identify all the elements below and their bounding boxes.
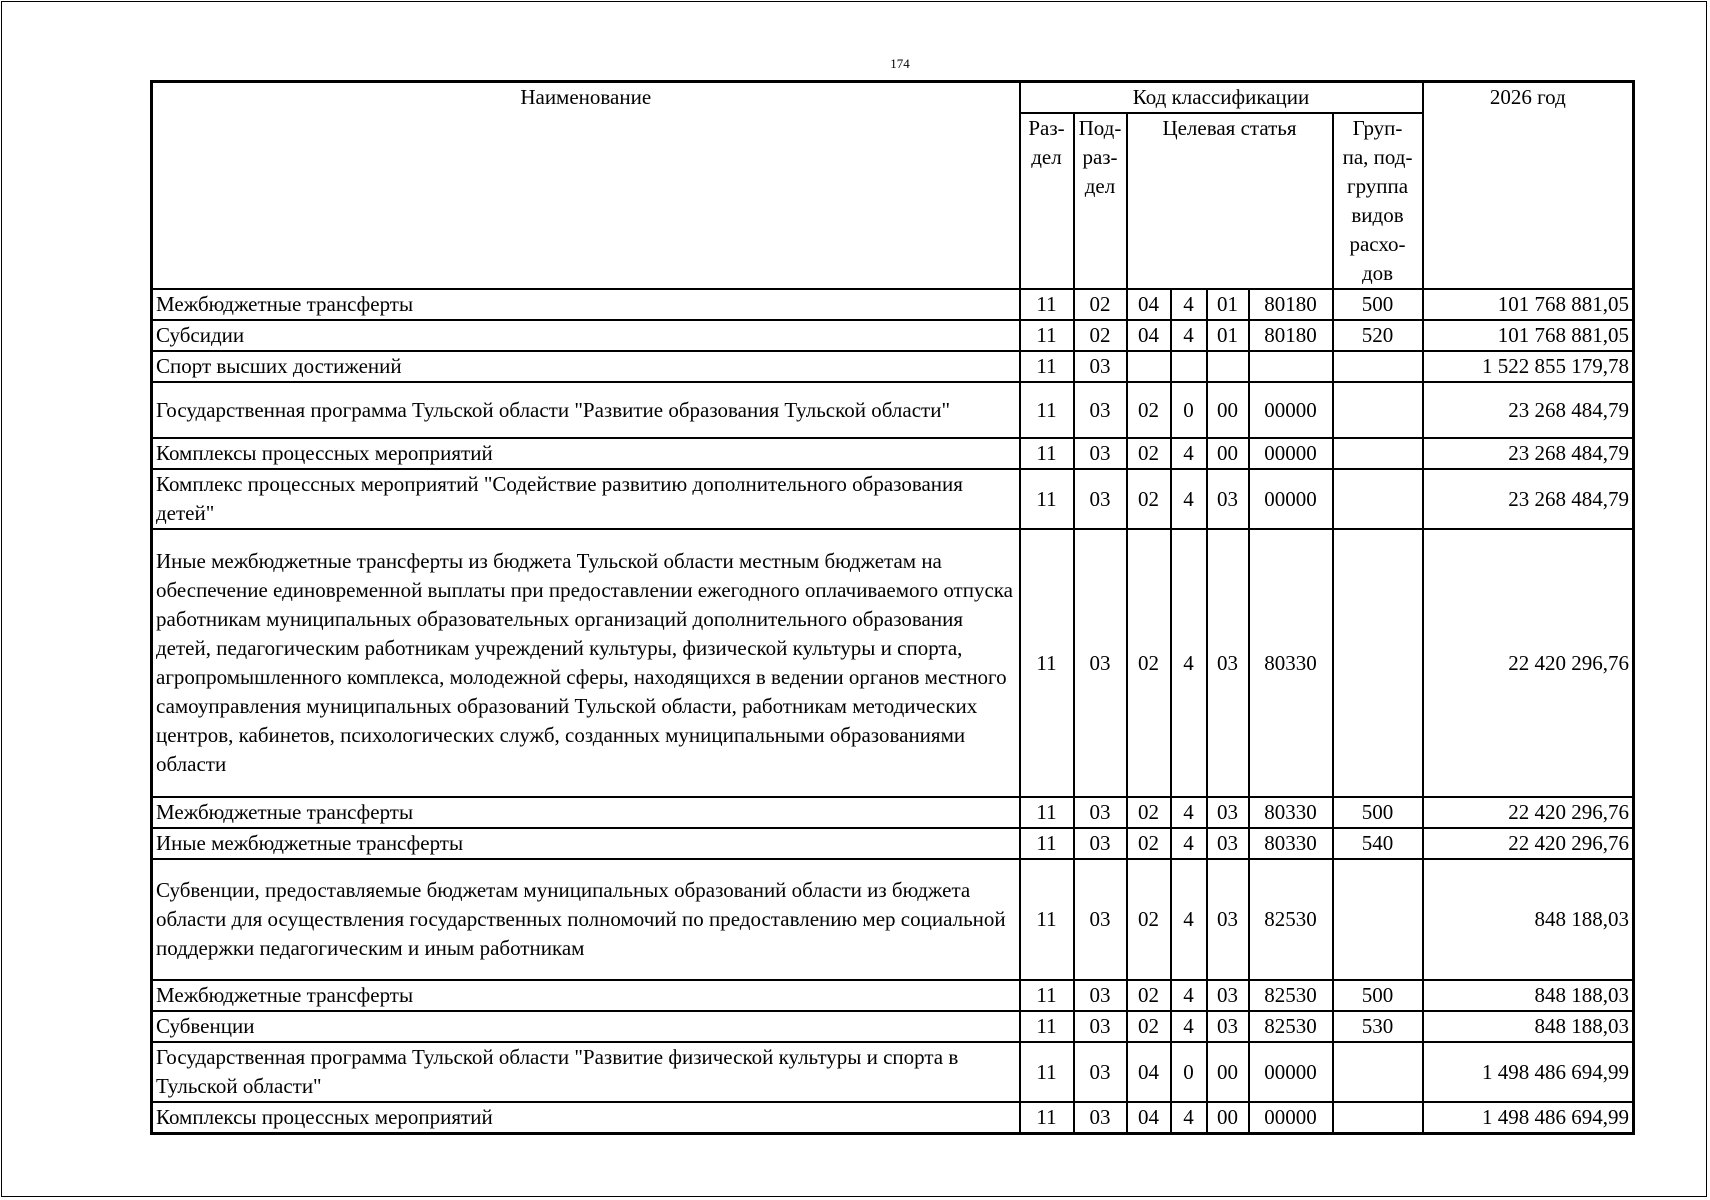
row-amount: 23 268 484,79 bbox=[1423, 469, 1634, 529]
row-name: Спорт высших достижений bbox=[152, 351, 1020, 382]
row-name: Субвенции, предоставляемые бюджетам муниципальных образований области из бюджета области для осуществления государственных полномочий по предоставлению мер социальной поддержки педагогическим и иным работникам bbox=[152, 859, 1020, 980]
row-subsection: 03 bbox=[1074, 859, 1127, 980]
row-target-complex: 00 bbox=[1207, 382, 1249, 438]
header-target-article: Целевая статья bbox=[1127, 113, 1333, 289]
row-target-type: 4 bbox=[1171, 1102, 1207, 1134]
table-row bbox=[152, 320, 1634, 351]
row-amount: 22 420 296,76 bbox=[1423, 797, 1634, 828]
row-target-complex: 01 bbox=[1207, 289, 1249, 320]
budget-table bbox=[150, 80, 1635, 1135]
row-subsection: 03 bbox=[1074, 469, 1127, 529]
row-expense-group bbox=[1333, 351, 1423, 382]
row-expense-group bbox=[1333, 1042, 1423, 1102]
row-target-complex: 03 bbox=[1207, 828, 1249, 859]
row-target-complex: 03 bbox=[1207, 1011, 1249, 1042]
row-subsection: 03 bbox=[1074, 529, 1127, 797]
table-row bbox=[152, 980, 1634, 1011]
row-target-direction: 80330 bbox=[1249, 529, 1333, 797]
row-target-program: 04 bbox=[1127, 289, 1171, 320]
row-expense-group bbox=[1333, 529, 1423, 797]
row-amount: 1 498 486 694,99 bbox=[1423, 1102, 1634, 1134]
row-target-direction: 00000 bbox=[1249, 469, 1333, 529]
row-target-direction: 82530 bbox=[1249, 1011, 1333, 1042]
row-section: 11 bbox=[1020, 351, 1074, 382]
table-row bbox=[152, 1011, 1634, 1042]
row-section: 11 bbox=[1020, 797, 1074, 828]
row-target-program: 04 bbox=[1127, 1042, 1171, 1102]
row-target-complex: 03 bbox=[1207, 469, 1249, 529]
row-name: Иные межбюджетные трансферты из бюджета Тульской области местным бюджетам на обеспечение единовременной выплаты при предоставлении ежегодного оплачиваемого отпуска работникам муниципальных образовательных организаций дополнительного образования детей, педагогическим работникам учреждений культуры, физической культуры и спорта, агропромышленного комплекса, молодежной сферы, находящихся в ведении органов местного самоуправления муниципальных образований Тульской области, работникам методических центров, кабинетов, психологических служб, созданных муниципальными образованиями области bbox=[152, 529, 1020, 797]
row-section: 11 bbox=[1020, 859, 1074, 980]
row-target-direction: 82530 bbox=[1249, 980, 1333, 1011]
row-subsection: 03 bbox=[1074, 1102, 1127, 1134]
row-target-type: 4 bbox=[1171, 438, 1207, 469]
row-name: Межбюджетные трансферты bbox=[152, 289, 1020, 320]
row-subsection: 03 bbox=[1074, 1011, 1127, 1042]
row-name: Субсидии bbox=[152, 320, 1020, 351]
row-expense-group: 500 bbox=[1333, 289, 1423, 320]
row-amount: 1 498 486 694,99 bbox=[1423, 1042, 1634, 1102]
row-section: 11 bbox=[1020, 289, 1074, 320]
row-target-program: 02 bbox=[1127, 438, 1171, 469]
table-row bbox=[152, 289, 1634, 320]
row-name: Комплекс процессных мероприятий "Содействие развитию дополнительного образования детей" bbox=[152, 469, 1020, 529]
header-classification-code: Код классификации bbox=[1020, 82, 1423, 114]
row-target-direction: 00000 bbox=[1249, 1102, 1333, 1134]
row-target-program: 02 bbox=[1127, 797, 1171, 828]
row-name: Комплексы процессных мероприятий bbox=[152, 1102, 1020, 1134]
row-target-program: 02 bbox=[1127, 1011, 1171, 1042]
row-section: 11 bbox=[1020, 828, 1074, 859]
table-row bbox=[152, 382, 1634, 438]
row-target-complex bbox=[1207, 351, 1249, 382]
row-target-type: 4 bbox=[1171, 320, 1207, 351]
row-target-direction: 80330 bbox=[1249, 797, 1333, 828]
row-expense-group bbox=[1333, 382, 1423, 438]
row-name: Государственная программа Тульской области "Развитие физической культуры и спорта в Тульской области" bbox=[152, 1042, 1020, 1102]
row-section: 11 bbox=[1020, 1042, 1074, 1102]
row-target-complex: 03 bbox=[1207, 980, 1249, 1011]
row-subsection: 03 bbox=[1074, 438, 1127, 469]
row-target-type: 4 bbox=[1171, 469, 1207, 529]
row-subsection: 03 bbox=[1074, 828, 1127, 859]
row-subsection: 03 bbox=[1074, 980, 1127, 1011]
row-amount: 101 768 881,05 bbox=[1423, 320, 1634, 351]
row-target-program bbox=[1127, 351, 1171, 382]
table-row bbox=[152, 859, 1634, 980]
row-target-type: 4 bbox=[1171, 859, 1207, 980]
row-target-direction: 80330 bbox=[1249, 828, 1333, 859]
row-target-program: 02 bbox=[1127, 469, 1171, 529]
row-target-direction bbox=[1249, 351, 1333, 382]
row-target-program: 04 bbox=[1127, 1102, 1171, 1134]
row-section: 11 bbox=[1020, 320, 1074, 351]
row-target-type: 4 bbox=[1171, 289, 1207, 320]
row-amount: 848 188,03 bbox=[1423, 980, 1634, 1011]
row-target-direction: 80180 bbox=[1249, 289, 1333, 320]
row-name: Иные межбюджетные трансферты bbox=[152, 828, 1020, 859]
row-section: 11 bbox=[1020, 438, 1074, 469]
row-name: Субвенции bbox=[152, 1011, 1020, 1042]
row-subsection: 03 bbox=[1074, 1042, 1127, 1102]
header-year: 2026 год bbox=[1423, 82, 1634, 290]
table-row bbox=[152, 351, 1634, 382]
table-row bbox=[152, 1102, 1634, 1134]
row-target-type: 4 bbox=[1171, 828, 1207, 859]
page-number: 174 bbox=[890, 56, 910, 71]
row-target-complex: 00 bbox=[1207, 438, 1249, 469]
row-target-complex: 00 bbox=[1207, 1102, 1249, 1134]
table-row bbox=[152, 797, 1634, 828]
row-target-program: 02 bbox=[1127, 859, 1171, 980]
table-row bbox=[152, 469, 1634, 529]
row-target-direction: 00000 bbox=[1249, 1042, 1333, 1102]
row-target-program: 02 bbox=[1127, 382, 1171, 438]
row-amount: 848 188,03 bbox=[1423, 859, 1634, 980]
row-amount: 23 268 484,79 bbox=[1423, 438, 1634, 469]
row-name: Комплексы процессных мероприятий bbox=[152, 438, 1020, 469]
header-section: Раз- дел bbox=[1020, 113, 1074, 289]
row-target-complex: 00 bbox=[1207, 1042, 1249, 1102]
row-amount: 1 522 855 179,78 bbox=[1423, 351, 1634, 382]
header-expense-group: Груп- па, под- группа видов расхо- дов bbox=[1333, 113, 1423, 289]
row-amount: 848 188,03 bbox=[1423, 1011, 1634, 1042]
row-target-program: 02 bbox=[1127, 828, 1171, 859]
row-target-type: 4 bbox=[1171, 529, 1207, 797]
row-target-complex: 01 bbox=[1207, 320, 1249, 351]
row-expense-group: 540 bbox=[1333, 828, 1423, 859]
header-subsection: Под- раз- дел bbox=[1074, 113, 1127, 289]
row-amount: 22 420 296,76 bbox=[1423, 529, 1634, 797]
row-target-type bbox=[1171, 351, 1207, 382]
row-expense-group bbox=[1333, 1102, 1423, 1134]
row-subsection: 03 bbox=[1074, 382, 1127, 438]
row-target-program: 02 bbox=[1127, 529, 1171, 797]
row-target-direction: 00000 bbox=[1249, 382, 1333, 438]
row-name: Межбюджетные трансферты bbox=[152, 797, 1020, 828]
row-target-complex: 03 bbox=[1207, 859, 1249, 980]
row-section: 11 bbox=[1020, 529, 1074, 797]
row-target-type: 0 bbox=[1171, 1042, 1207, 1102]
row-subsection: 02 bbox=[1074, 320, 1127, 351]
row-target-type: 0 bbox=[1171, 382, 1207, 438]
table-body bbox=[152, 289, 1634, 1134]
row-target-type: 4 bbox=[1171, 797, 1207, 828]
row-subsection: 03 bbox=[1074, 797, 1127, 828]
row-expense-group: 500 bbox=[1333, 797, 1423, 828]
row-section: 11 bbox=[1020, 1102, 1074, 1134]
table-row bbox=[152, 529, 1634, 797]
row-section: 11 bbox=[1020, 469, 1074, 529]
row-expense-group: 530 bbox=[1333, 1011, 1423, 1042]
table-row bbox=[152, 828, 1634, 859]
row-name: Государственная программа Тульской области "Развитие образования Тульской области" bbox=[152, 382, 1020, 438]
row-name: Межбюджетные трансферты bbox=[152, 980, 1020, 1011]
table-row bbox=[152, 1042, 1634, 1102]
row-amount: 101 768 881,05 bbox=[1423, 289, 1634, 320]
row-expense-group: 500 bbox=[1333, 980, 1423, 1011]
row-target-program: 02 bbox=[1127, 980, 1171, 1011]
row-target-direction: 00000 bbox=[1249, 438, 1333, 469]
row-target-type: 4 bbox=[1171, 980, 1207, 1011]
row-amount: 23 268 484,79 bbox=[1423, 382, 1634, 438]
row-target-complex: 03 bbox=[1207, 797, 1249, 828]
row-expense-group bbox=[1333, 469, 1423, 529]
row-expense-group bbox=[1333, 859, 1423, 980]
row-expense-group bbox=[1333, 438, 1423, 469]
row-section: 11 bbox=[1020, 1011, 1074, 1042]
table-row bbox=[152, 438, 1634, 469]
row-target-direction: 80180 bbox=[1249, 320, 1333, 351]
row-section: 11 bbox=[1020, 980, 1074, 1011]
row-section: 11 bbox=[1020, 382, 1074, 438]
row-target-program: 04 bbox=[1127, 320, 1171, 351]
row-amount: 22 420 296,76 bbox=[1423, 828, 1634, 859]
row-target-direction: 82530 bbox=[1249, 859, 1333, 980]
row-target-type: 4 bbox=[1171, 1011, 1207, 1042]
row-subsection: 03 bbox=[1074, 351, 1127, 382]
row-expense-group: 520 bbox=[1333, 320, 1423, 351]
row-target-complex: 03 bbox=[1207, 529, 1249, 797]
header-name: Наименование bbox=[152, 82, 1020, 290]
row-subsection: 02 bbox=[1074, 289, 1127, 320]
